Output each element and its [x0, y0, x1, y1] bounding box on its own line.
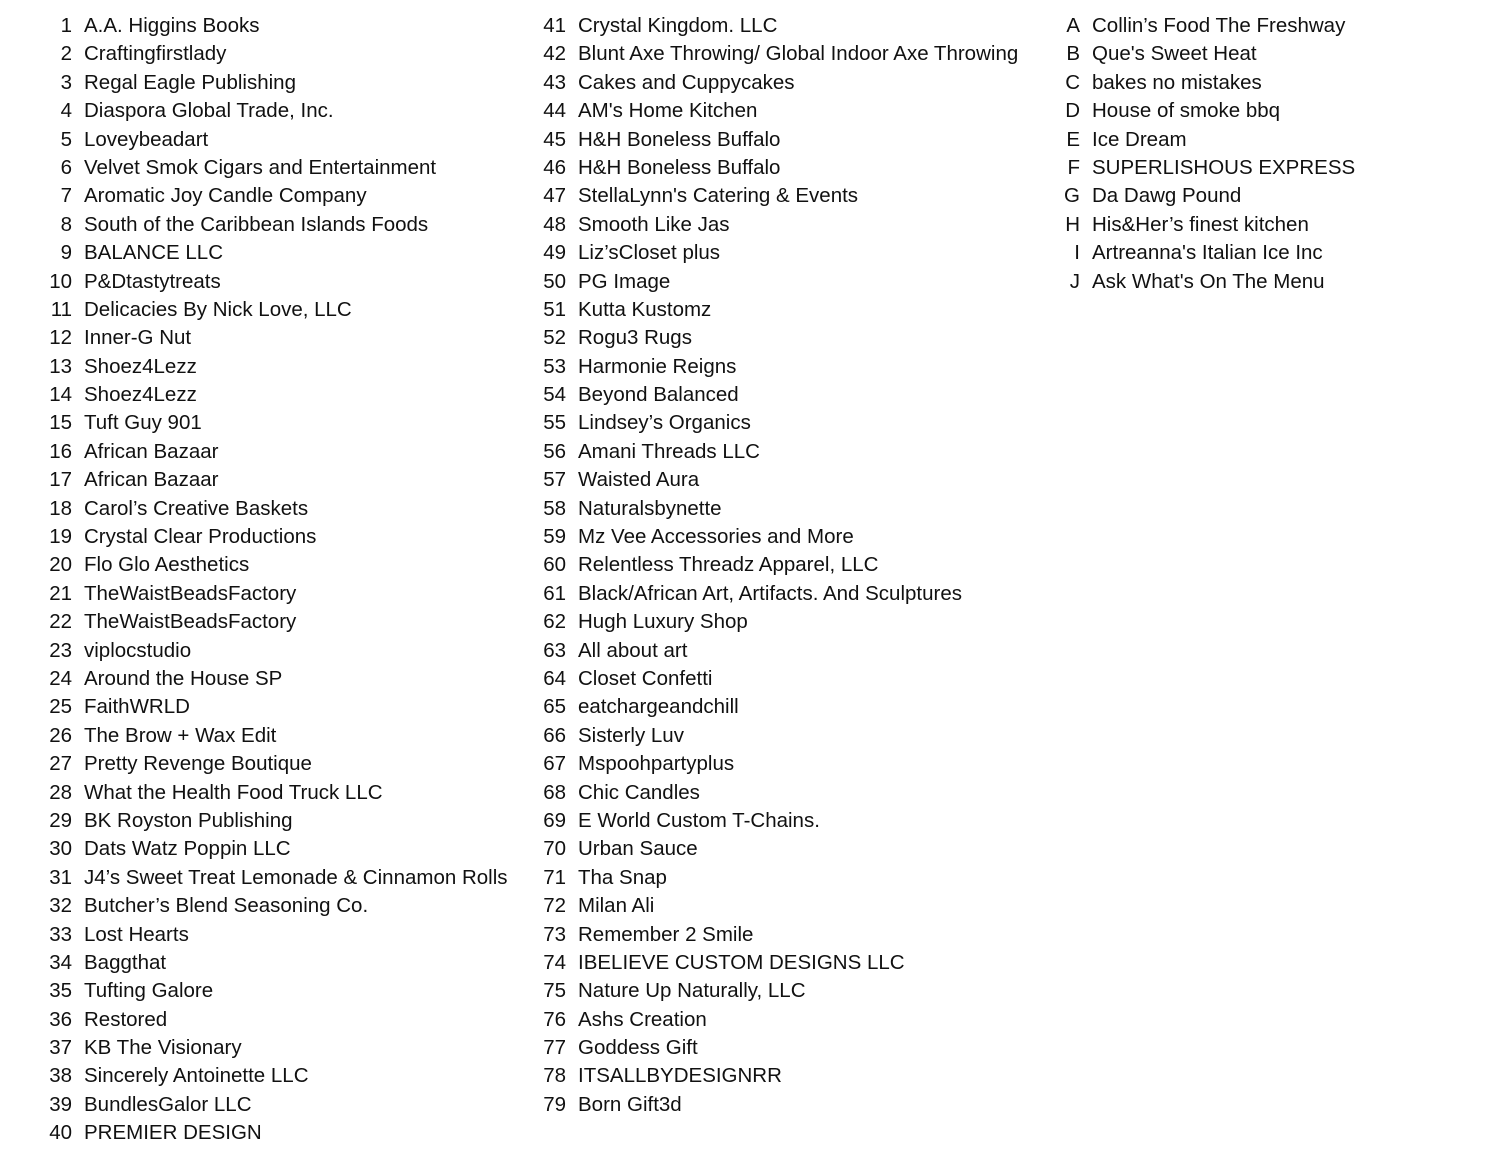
vendor-name: His&Her’s finest kitchen: [1092, 212, 1309, 236]
vendor-number: 53: [543, 354, 566, 378]
vendor-name: Tufting Galore: [84, 979, 214, 1003]
vendor-list-item: [534, 1006, 1018, 1034]
vendor-list-item: [534, 211, 1018, 239]
vendor-name: Remember 2 Smile: [578, 922, 754, 946]
vendor-number: 46: [543, 155, 566, 179]
vendor-list-item: [534, 523, 1018, 551]
vendor-list-item: [40, 211, 508, 239]
vendor-number: 52: [543, 326, 566, 350]
vendor-list-item: [40, 864, 508, 892]
vendor-number: 29: [49, 808, 72, 832]
vendor-name: Amani Threads LLC: [578, 439, 760, 463]
vendor-list-item: [40, 97, 508, 125]
vendor-number: 62: [543, 610, 566, 634]
vendor-number: 37: [49, 1036, 72, 1060]
vendor-number: 9: [60, 241, 72, 265]
vendor-name: Dats Watz Poppin LLC: [84, 837, 291, 861]
vendor-list-item: [534, 1091, 1018, 1119]
vendor-list-item: [40, 12, 508, 40]
vendor-name: Mz Vee Accessories and More: [578, 525, 854, 549]
vendor-list-item: [534, 97, 1018, 125]
vendor-list-item: [40, 126, 508, 154]
vendor-list-item: [40, 580, 508, 608]
vendor-number: 77: [543, 1036, 566, 1060]
vendor-name: Born Gift3d: [578, 1092, 682, 1116]
vendor-list-item: [40, 40, 508, 68]
vendor-list-item: [534, 324, 1018, 352]
vendor-list-item: [534, 722, 1018, 750]
vendor-list-item: [40, 750, 508, 778]
vendor-name: Beyond Balanced: [578, 383, 739, 407]
vendor-name: SUPERLISHOUS EXPRESS: [1092, 155, 1356, 179]
vendor-number: C: [1065, 70, 1080, 94]
vendor-name: PG Image: [578, 269, 671, 293]
vendor-name: Aromatic Joy Candle Company: [84, 184, 367, 208]
vendor-list-item: [534, 12, 1018, 40]
vendor-list-item: [40, 722, 508, 750]
vendor-number: 61: [543, 581, 566, 605]
vendor-number: 4: [60, 99, 72, 123]
vendor-name: Sisterly Luv: [578, 723, 684, 747]
vendor-name: Mspoohpartyplus: [578, 752, 735, 776]
vendor-list-item: [40, 1034, 508, 1062]
vendor-name: Hugh Luxury Shop: [578, 610, 748, 634]
vendor-name: Urban Sauce: [578, 837, 698, 861]
vendor-number: 1: [60, 14, 72, 37]
vendor-list-item: [40, 381, 508, 409]
vendor-list-item: [40, 182, 508, 210]
vendor-number: 76: [543, 1007, 566, 1031]
vendor-name: Collin’s Food The Freshway: [1092, 14, 1346, 37]
vendor-list-item: [1050, 12, 1355, 40]
vendor-number: 63: [543, 638, 566, 662]
vendor-number: 72: [543, 894, 566, 918]
vendor-list-item: [40, 1062, 508, 1090]
vendor-number: 79: [543, 1092, 566, 1116]
vendor-number: A: [1066, 14, 1080, 37]
vendor-name: Goddess Gift: [578, 1036, 698, 1060]
vendor-list-item: [534, 438, 1018, 466]
vendor-number: 28: [49, 780, 72, 804]
vendor-number: 42: [543, 42, 566, 66]
vendor-name: ITSALLBYDESIGNRR: [578, 1064, 782, 1088]
vendor-name: Diaspora Global Trade, Inc.: [84, 99, 334, 123]
vendor-name: AM's Home Kitchen: [578, 99, 758, 123]
vendor-number: H: [1065, 212, 1080, 236]
vendor-name: South of the Caribbean Islands Foods: [84, 212, 429, 236]
vendor-name: Chic Candles: [578, 780, 700, 804]
vendor-number: 65: [543, 695, 566, 719]
vendor-name: Pretty Revenge Boutique: [84, 752, 312, 776]
vendor-number: 17: [49, 468, 72, 492]
vendor-name: Restored: [84, 1007, 168, 1031]
vendor-list-column-3: [1050, 12, 1355, 296]
vendor-number: 11: [50, 297, 72, 321]
vendor-number: 30: [49, 837, 72, 861]
vendor-list-item: [534, 296, 1018, 324]
vendor-number: 36: [49, 1007, 72, 1031]
vendor-name: Artreanna's Italian Ice Inc: [1092, 241, 1323, 265]
vendor-list-item: [1050, 154, 1355, 182]
vendor-list-item: [40, 154, 508, 182]
vendor-name: E World Custom T-Chains.: [578, 808, 820, 832]
vendor-list-item: [534, 835, 1018, 863]
vendor-number: 15: [49, 411, 72, 435]
vendor-name: Lindsey’s Organics: [578, 411, 751, 435]
vendor-number: 51: [543, 297, 566, 321]
vendor-list-item: [534, 381, 1018, 409]
vendor-number: 13: [49, 354, 72, 378]
vendor-number: 33: [49, 922, 72, 946]
vendor-list-item: [534, 779, 1018, 807]
vendor-number: 35: [49, 979, 72, 1003]
vendor-name: Tuft Guy 901: [84, 411, 202, 435]
vendor-list-item: [1050, 69, 1355, 97]
vendor-name: Kutta Kustomz: [578, 297, 712, 321]
vendor-list-item: [40, 807, 508, 835]
vendor-number: F: [1067, 155, 1080, 179]
vendor-number: 55: [543, 411, 566, 435]
vendor-list-item: [534, 693, 1018, 721]
vendor-number: 31: [49, 865, 72, 889]
vendor-list-item: [534, 1034, 1018, 1062]
vendor-list-item: [534, 69, 1018, 97]
vendor-list-item: [40, 239, 508, 267]
vendor-number: 23: [49, 638, 72, 662]
vendor-list-item: [40, 1119, 508, 1147]
vendor-number: 56: [543, 439, 566, 463]
vendor-number: 32: [49, 894, 72, 918]
vendor-number: 26: [49, 723, 72, 747]
vendor-number: 19: [49, 525, 72, 549]
vendor-number: 73: [543, 922, 566, 946]
vendor-name: A.A. Higgins Books: [84, 14, 260, 37]
vendor-number: 54: [543, 383, 566, 407]
vendor-list-item: [1050, 239, 1355, 267]
vendor-name: Ashs Creation: [578, 1007, 707, 1031]
vendor-name: Sincerely Antoinette LLC: [84, 1064, 309, 1088]
vendor-list-item: [40, 921, 508, 949]
vendor-list-item: [40, 324, 508, 352]
vendor-name: TheWaistBeadsFactory: [84, 610, 297, 634]
vendor-number: 66: [543, 723, 566, 747]
vendor-name: J4’s Sweet Treat Lemonade & Cinnamon Rolls: [84, 865, 508, 889]
vendor-number: E: [1066, 127, 1080, 151]
vendor-number: 70: [543, 837, 566, 861]
vendor-name: IBELIEVE CUSTOM DESIGNS LLC: [578, 950, 905, 974]
vendor-list-item: [40, 409, 508, 437]
vendor-list-column-1: [40, 12, 508, 1148]
vendor-name: Tha Snap: [578, 865, 667, 889]
vendor-list-item: [534, 182, 1018, 210]
vendor-number: 12: [49, 326, 72, 350]
vendor-list-item: [534, 40, 1018, 68]
vendor-list-item: [40, 637, 508, 665]
vendor-name: Naturalsbynette: [578, 496, 722, 520]
vendor-name: StellaLynn's Catering & Events: [578, 184, 859, 208]
vendor-number: G: [1064, 184, 1080, 208]
vendor-list-item: [534, 637, 1018, 665]
vendor-list-item: [534, 126, 1018, 154]
vendor-list-item: [40, 665, 508, 693]
vendor-list-item: [534, 1062, 1018, 1090]
vendor-list-item: [534, 921, 1018, 949]
vendor-name: Around the House SP: [84, 666, 283, 690]
vendor-list-item: [534, 495, 1018, 523]
vendor-list-item: [534, 949, 1018, 977]
vendor-name: BundlesGalor LLC: [84, 1092, 252, 1116]
vendor-name: H&H Boneless Buffalo: [578, 155, 781, 179]
vendor-number: 69: [543, 808, 566, 832]
vendor-name: Velvet Smok Cigars and Entertainment: [84, 155, 437, 179]
vendor-list-item: [40, 268, 508, 296]
vendor-name: Liz’sCloset plus: [578, 241, 721, 265]
vendor-list-item: [534, 864, 1018, 892]
vendor-list-item: [534, 580, 1018, 608]
vendor-list-item: [1050, 211, 1355, 239]
vendor-name: eatchargeandchill: [578, 695, 739, 719]
vendor-name: Baggthat: [84, 950, 167, 974]
vendor-number: 27: [49, 752, 72, 776]
vendor-name: TheWaistBeadsFactory: [84, 581, 297, 605]
vendor-name: Crystal Kingdom. LLC: [578, 14, 778, 37]
vendor-number: 41: [543, 14, 566, 37]
vendor-name: Waisted Aura: [578, 468, 700, 492]
vendor-name: Carol’s Creative Baskets: [84, 496, 309, 520]
vendor-list-item: [534, 977, 1018, 1005]
vendor-list-item: [1050, 268, 1355, 296]
vendor-name: Rogu3 Rugs: [578, 326, 692, 350]
vendor-name: House of smoke bbq: [1092, 99, 1281, 123]
vendor-list-item: [534, 750, 1018, 778]
vendor-name: Inner-G Nut: [84, 326, 192, 350]
vendor-list-item: [40, 69, 508, 97]
vendor-number: 21: [49, 581, 72, 605]
vendor-name: BALANCE LLC: [84, 241, 224, 265]
vendor-number: D: [1065, 99, 1080, 123]
vendor-number: 5: [60, 127, 72, 151]
vendor-name: Lost Hearts: [84, 922, 189, 946]
vendor-name: Que's Sweet Heat: [1092, 42, 1257, 66]
vendor-name: viplocstudio: [84, 638, 192, 662]
vendor-name: P&Dtastytreats: [84, 269, 221, 293]
vendor-number: 60: [543, 553, 566, 577]
vendor-list-item: [40, 949, 508, 977]
vendor-name: Da Dawg Pound: [1092, 184, 1242, 208]
vendor-number: 57: [543, 468, 566, 492]
vendor-name: Ask What's On The Menu: [1092, 269, 1325, 293]
vendor-list-item: [534, 892, 1018, 920]
vendor-number: 71: [543, 865, 566, 889]
vendor-name: Craftingfirstlady: [84, 42, 227, 66]
vendor-name: Milan Ali: [578, 894, 655, 918]
vendor-list-item: [1050, 126, 1355, 154]
vendor-name: Smooth Like Jas: [578, 212, 730, 236]
vendor-name: Butcher’s Blend Seasoning Co.: [84, 894, 369, 918]
vendor-number: B: [1066, 42, 1080, 66]
vendor-name: FaithWRLD: [84, 695, 190, 719]
vendor-number: I: [1074, 241, 1080, 265]
vendor-list-item: [40, 495, 508, 523]
vendor-number: 47: [543, 184, 566, 208]
vendor-list-item: [1050, 97, 1355, 125]
vendor-number: 39: [49, 1092, 72, 1116]
vendor-list-item: [1050, 40, 1355, 68]
vendor-list-item: [534, 665, 1018, 693]
vendor-name: Black/African Art, Artifacts. And Sculptures: [578, 581, 962, 605]
vendor-list-item: [534, 466, 1018, 494]
vendor-list-item: [40, 466, 508, 494]
vendor-list-item: [40, 523, 508, 551]
vendor-name: Delicacies By Nick Love, LLC: [84, 297, 352, 321]
vendor-list-item: [40, 1006, 508, 1034]
vendor-list-item: [40, 438, 508, 466]
vendor-name: Cakes and Cuppycakes: [578, 70, 795, 94]
vendor-number: 75: [543, 979, 566, 1003]
vendor-number: 49: [543, 241, 566, 265]
vendor-name: Nature Up Naturally, LLC: [578, 979, 806, 1003]
vendor-number: 45: [543, 127, 566, 151]
vendor-list-item: [1050, 182, 1355, 210]
vendor-number: 25: [49, 695, 72, 719]
vendor-number: 43: [543, 70, 566, 94]
vendor-list-item: [534, 239, 1018, 267]
vendor-number: 59: [543, 525, 566, 549]
vendor-number: 64: [543, 666, 566, 690]
vendor-number: 68: [543, 780, 566, 804]
vendor-number: 10: [49, 269, 72, 293]
vendor-name: Shoez4Lezz: [84, 354, 197, 378]
vendor-number: 78: [543, 1064, 566, 1088]
vendor-list-item: [534, 268, 1018, 296]
vendor-number: 67: [543, 752, 566, 776]
vendor-list-item: [40, 977, 508, 1005]
vendor-number: 34: [49, 950, 72, 974]
vendor-list-item: [40, 835, 508, 863]
vendor-list-column-2: [534, 12, 1018, 1119]
vendor-list-item: [40, 353, 508, 381]
vendor-list-item: [534, 409, 1018, 437]
vendor-name: PREMIER DESIGN: [84, 1121, 262, 1145]
vendor-number: 22: [49, 610, 72, 634]
vendor-name: Ice Dream: [1092, 127, 1187, 151]
vendor-name: All about art: [578, 638, 688, 662]
vendor-name: Regal Eagle Publishing: [84, 70, 296, 94]
vendor-list-item: [40, 296, 508, 324]
vendor-name: Crystal Clear Productions: [84, 525, 317, 549]
vendor-number: 50: [543, 269, 566, 293]
vendor-number: 16: [49, 439, 72, 463]
vendor-name: Shoez4Lezz: [84, 383, 197, 407]
vendor-number: 7: [60, 184, 72, 208]
vendor-number: 74: [543, 950, 566, 974]
vendor-number: 20: [49, 553, 72, 577]
vendor-number: 58: [543, 496, 566, 520]
vendor-list-item: [40, 1091, 508, 1119]
vendor-list-item: [40, 551, 508, 579]
vendor-list-item: [534, 154, 1018, 182]
vendor-number: 8: [60, 212, 72, 236]
vendor-number: J: [1069, 269, 1080, 293]
vendor-name: KB The Visionary: [84, 1036, 242, 1060]
vendor-list-item: [40, 892, 508, 920]
vendor-name: Harmonie Reigns: [578, 354, 737, 378]
vendor-number: 40: [49, 1121, 72, 1145]
vendor-number: 3: [60, 70, 72, 94]
vendor-name: Closet Confetti: [578, 666, 713, 690]
vendor-number: 14: [49, 383, 72, 407]
vendor-name: African Bazaar: [84, 439, 219, 463]
vendor-list-item: [40, 608, 508, 636]
vendor-number: 24: [49, 666, 72, 690]
vendor-name: bakes no mistakes: [1092, 70, 1262, 94]
vendor-name: BK Royston Publishing: [84, 808, 293, 832]
vendor-number: 6: [60, 155, 72, 179]
vendor-name: Blunt Axe Throwing/ Global Indoor Axe Throwing: [578, 42, 1019, 66]
vendor-name: Relentless Threadz Apparel, LLC: [578, 553, 879, 577]
vendor-list-item: [40, 693, 508, 721]
vendor-list-item: [534, 608, 1018, 636]
vendor-name: African Bazaar: [84, 468, 219, 492]
vendor-name: The Brow + Wax Edit: [84, 723, 277, 747]
vendor-number: 18: [49, 496, 72, 520]
vendor-list-item: [40, 779, 508, 807]
vendor-list-item: [534, 551, 1018, 579]
vendor-number: 44: [543, 99, 566, 123]
vendor-number: 48: [543, 212, 566, 236]
vendor-name: Flo Glo Aesthetics: [84, 553, 250, 577]
vendor-number: 2: [60, 42, 72, 66]
vendor-list-item: [534, 353, 1018, 381]
vendor-name: H&H Boneless Buffalo: [578, 127, 781, 151]
vendor-list-item: [534, 807, 1018, 835]
vendor-name: What the Health Food Truck LLC: [84, 780, 383, 804]
vendor-name: Loveybeadart: [84, 127, 209, 151]
vendor-number: 38: [49, 1064, 72, 1088]
